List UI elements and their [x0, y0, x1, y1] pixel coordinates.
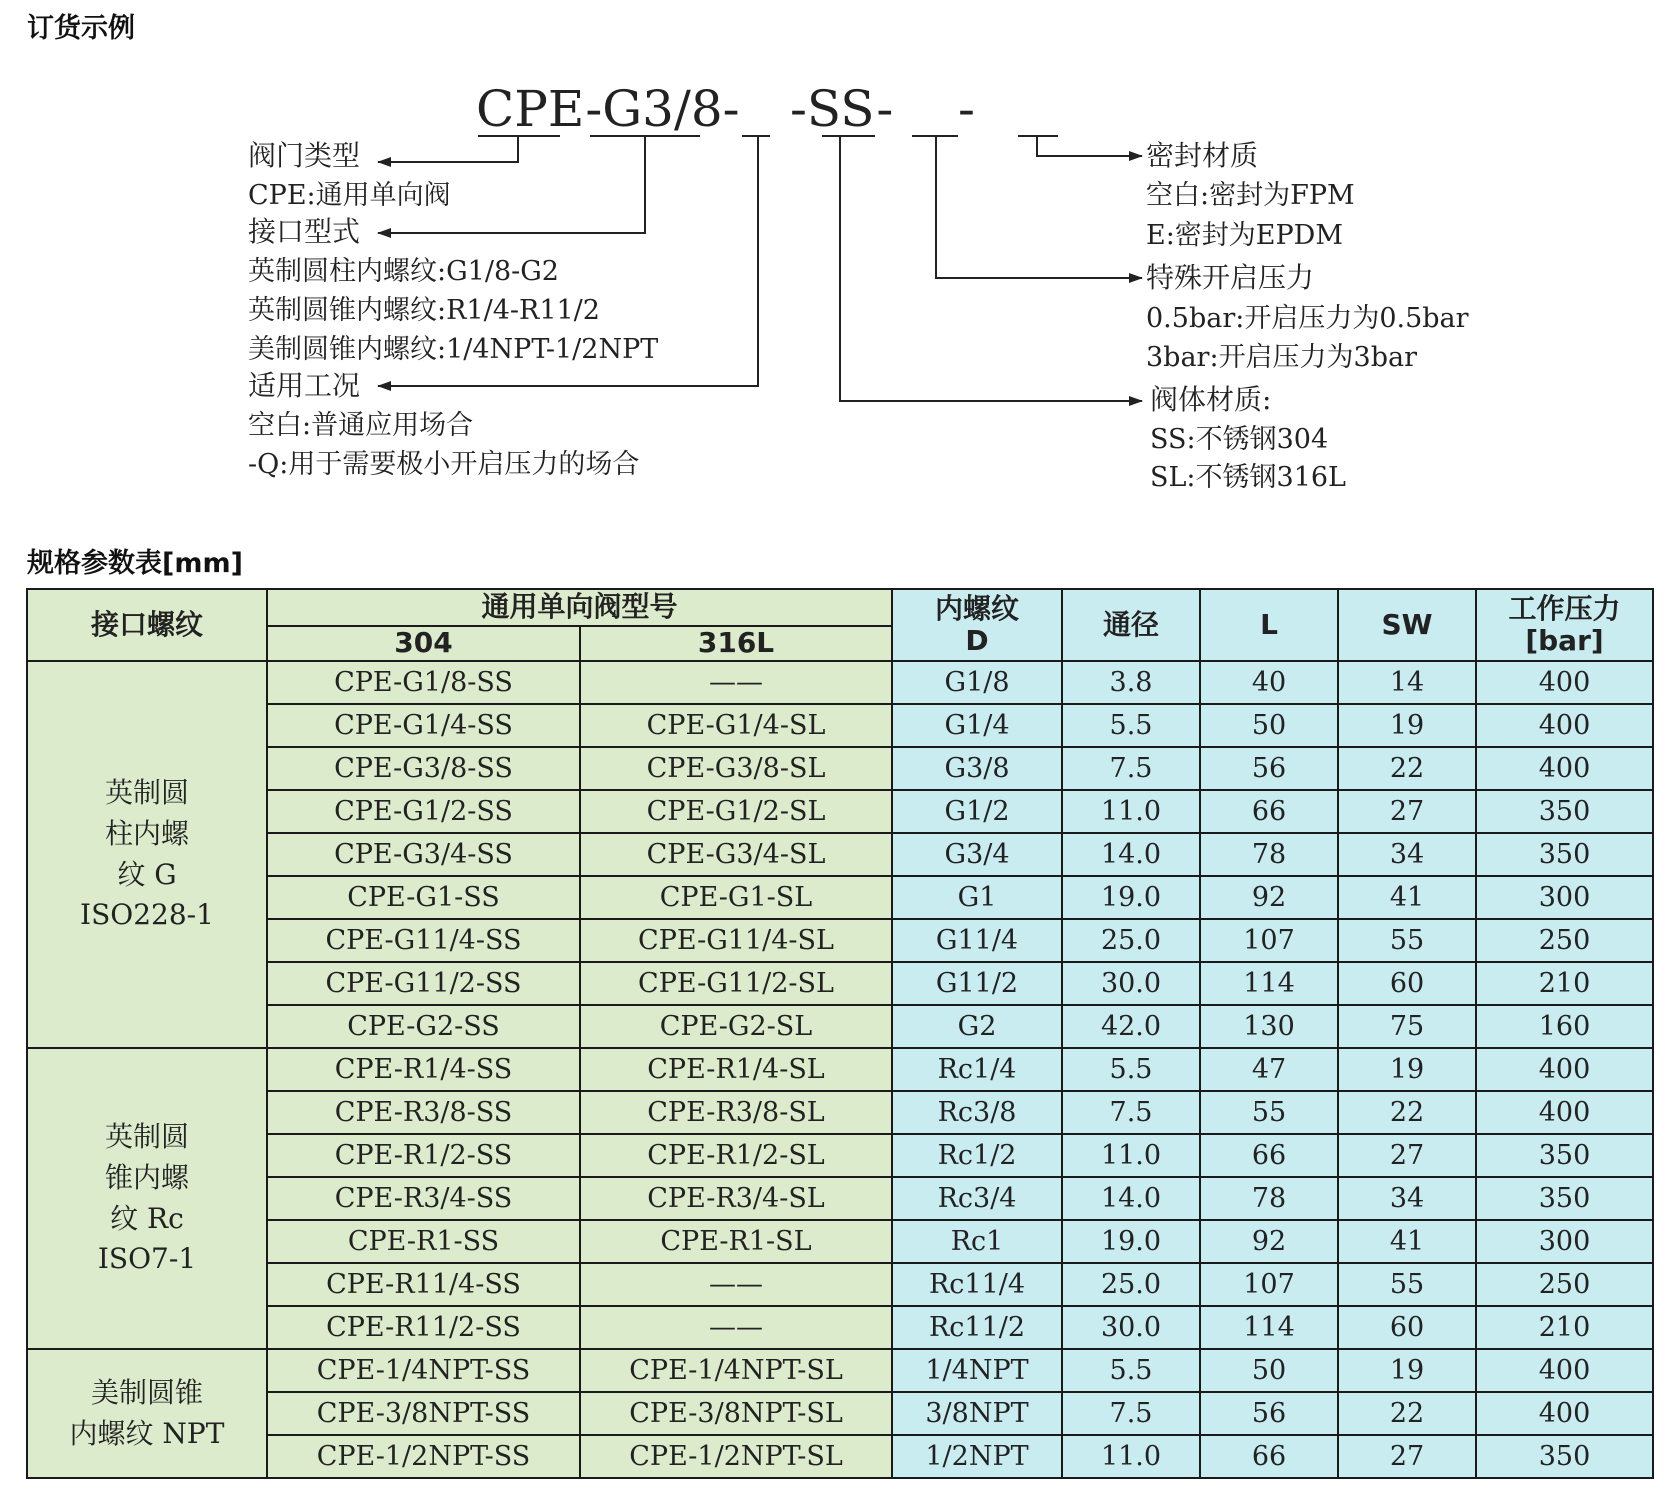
- condition-blank: 空白:普通应用场合: [248, 410, 474, 441]
- cell-length: 78: [1200, 833, 1338, 876]
- cell-length: 56: [1200, 747, 1338, 790]
- cell-model-304: CPE-R1/4-SS: [267, 1048, 580, 1091]
- group-label-line: 柱内螺: [104, 816, 189, 850]
- cell-sw: 75: [1338, 1005, 1476, 1048]
- port-type-r: 英制圆锥内螺纹:R1/4-R11/2: [248, 295, 600, 326]
- cell-pressure: 400: [1476, 747, 1653, 790]
- table-row: [27, 1349, 1653, 1392]
- order-code-part-3: -: [958, 80, 975, 138]
- ordering-code-diagram: [0, 70, 1664, 510]
- cell-model-304: CPE-R3/8-SS: [267, 1091, 580, 1134]
- cell-pressure: 250: [1476, 919, 1653, 962]
- cell-model-304: CPE-G2-SS: [267, 1005, 580, 1048]
- cell-length: 55: [1200, 1091, 1338, 1134]
- cell-inner-thread: G1/2: [892, 790, 1062, 833]
- header-length: L: [1200, 589, 1338, 661]
- cell-pressure: 400: [1476, 661, 1653, 704]
- cell-pressure: 350: [1476, 1177, 1653, 1220]
- cell-model-304: CPE-R11/2-SS: [267, 1306, 580, 1349]
- cell-bore: 5.5: [1062, 704, 1200, 747]
- table-row: [27, 1263, 1653, 1306]
- cell-length: 107: [1200, 1263, 1338, 1306]
- seal-blank: 空白:密封为FPM: [1146, 180, 1355, 211]
- cell-model-316l: CPE-R3/8-SL: [580, 1091, 892, 1134]
- port-type-npt: 美制圆锥内螺纹:1/4NPT-1/2NPT: [248, 334, 659, 365]
- cell-length: 50: [1200, 704, 1338, 747]
- table-row: [27, 876, 1653, 919]
- cell-length: 92: [1200, 876, 1338, 919]
- cell-bore: 5.5: [1062, 1349, 1200, 1392]
- cell-bore: 25.0: [1062, 919, 1200, 962]
- group-label-line: 美制圆锥: [90, 1375, 203, 1409]
- cell-sw: 22: [1338, 747, 1476, 790]
- cell-length: 92: [1200, 1220, 1338, 1263]
- cell-model-304: CPE-G1/2-SS: [267, 790, 580, 833]
- cell-sw: 19: [1338, 1349, 1476, 1392]
- header-pressure-line1: 工作压力: [1508, 591, 1621, 625]
- cell-sw: 14: [1338, 661, 1476, 704]
- cell-inner-thread: G3/4: [892, 833, 1062, 876]
- cell-model-304: CPE-G1/4-SS: [267, 704, 580, 747]
- group-label-line: 锥内螺: [104, 1160, 189, 1194]
- seal-heading: 密封材质: [1146, 139, 1259, 172]
- cell-model-304: CPE-G11/4-SS: [267, 919, 580, 962]
- cell-bore: 30.0: [1062, 962, 1200, 1005]
- cell-length: 47: [1200, 1048, 1338, 1091]
- cell-sw: 41: [1338, 876, 1476, 919]
- cell-model-316l: CPE-R1/2-SL: [580, 1134, 892, 1177]
- table-row: [27, 1306, 1653, 1349]
- cell-bore: 7.5: [1062, 747, 1200, 790]
- cell-model-316l: CPE-G11/2-SL: [580, 962, 892, 1005]
- cell-length: 130: [1200, 1005, 1338, 1048]
- cell-bore: 11.0: [1062, 1134, 1200, 1177]
- cell-model-316l: CPE-G3/8-SL: [580, 747, 892, 790]
- cell-inner-thread: G2: [892, 1005, 1062, 1048]
- cell-sw: 27: [1338, 1435, 1476, 1478]
- cell-pressure: 400: [1476, 704, 1653, 747]
- cell-inner-thread: Rc3/8: [892, 1091, 1062, 1134]
- cell-model-304: CPE-R1/2-SS: [267, 1134, 580, 1177]
- cell-inner-thread: G3/8: [892, 747, 1062, 790]
- header-pressure-line2: [bar]: [1525, 624, 1604, 657]
- header-model-304: 304: [267, 626, 580, 661]
- port-type-heading: 接口型式: [248, 215, 361, 248]
- cell-bore: 14.0: [1062, 1177, 1200, 1220]
- table-row: [27, 661, 1653, 704]
- cell-sw: 60: [1338, 962, 1476, 1005]
- header-model-group: 通用单向阀型号: [267, 589, 892, 626]
- cell-model-316l: CPE-R1-SL: [580, 1220, 892, 1263]
- table-row: [27, 1177, 1653, 1220]
- cell-model-316l: CPE-3/8NPT-SL: [580, 1392, 892, 1435]
- cell-inner-thread: G1/4: [892, 704, 1062, 747]
- cell-pressure: 350: [1476, 1134, 1653, 1177]
- table-row: [27, 919, 1653, 962]
- header-inner-thread-line2: D: [965, 624, 989, 657]
- cell-length: 50: [1200, 1349, 1338, 1392]
- order-code-part-2: -SS-: [790, 80, 894, 138]
- cell-inner-thread: Rc11/2: [892, 1306, 1062, 1349]
- cell-pressure: 400: [1476, 1048, 1653, 1091]
- group-label-line: 纹 Rc: [110, 1201, 184, 1235]
- cell-pressure: 350: [1476, 833, 1653, 876]
- cell-inner-thread: 1/4NPT: [892, 1349, 1062, 1392]
- table-row: [27, 790, 1653, 833]
- cell-inner-thread: Rc3/4: [892, 1177, 1062, 1220]
- cell-model-316l: CPE-1/4NPT-SL: [580, 1349, 892, 1392]
- cell-sw: 27: [1338, 1134, 1476, 1177]
- cell-length: 56: [1200, 1392, 1338, 1435]
- cell-bore: 7.5: [1062, 1091, 1200, 1134]
- cell-sw: 22: [1338, 1091, 1476, 1134]
- order-example-title: 订货示例: [27, 13, 135, 44]
- cell-pressure: 210: [1476, 962, 1653, 1005]
- cell-inner-thread: 1/2NPT: [892, 1435, 1062, 1478]
- cell-pressure: 400: [1476, 1091, 1653, 1134]
- cell-sw: 19: [1338, 704, 1476, 747]
- header-inner-thread: [892, 589, 1062, 661]
- table-row: [27, 833, 1653, 876]
- cell-model-316l: ——: [580, 1306, 892, 1349]
- group-label-cell: [27, 661, 267, 1048]
- cell-length: 114: [1200, 1306, 1338, 1349]
- cell-sw: 60: [1338, 1306, 1476, 1349]
- cell-pressure: 300: [1476, 876, 1653, 919]
- cell-inner-thread: G11/2: [892, 962, 1062, 1005]
- cell-inner-thread: Rc1/2: [892, 1134, 1062, 1177]
- cell-model-304: CPE-G1/8-SS: [267, 661, 580, 704]
- cell-sw: 55: [1338, 919, 1476, 962]
- cell-bore: 5.5: [1062, 1048, 1200, 1091]
- header-pressure: [1476, 589, 1653, 661]
- cell-model-304: CPE-R1-SS: [267, 1220, 580, 1263]
- cell-length: 114: [1200, 962, 1338, 1005]
- cell-inner-thread: G1: [892, 876, 1062, 919]
- cell-model-304: CPE-G1-SS: [267, 876, 580, 919]
- order-code-part-1: CPE-G3/8-: [476, 80, 740, 138]
- table-row: [27, 1005, 1653, 1048]
- header-model-316l: 316L: [580, 626, 892, 661]
- body-sl: SL:不锈钢316L: [1150, 462, 1346, 493]
- table-row: [27, 1134, 1653, 1177]
- spec-table-body: [27, 661, 1653, 1478]
- pressure-3: 3bar:开启压力为3bar: [1146, 342, 1418, 373]
- table-row: [27, 962, 1653, 1005]
- cell-sw: 55: [1338, 1263, 1476, 1306]
- cell-model-304: CPE-G11/2-SS: [267, 962, 580, 1005]
- header-inner-thread-line1: 内螺纹: [935, 591, 1020, 625]
- cell-length: 66: [1200, 1134, 1338, 1177]
- cell-inner-thread: Rc11/4: [892, 1263, 1062, 1306]
- cell-model-316l: ——: [580, 1263, 892, 1306]
- group-label-cell: [27, 1349, 267, 1478]
- cell-model-304: CPE-1/2NPT-SS: [267, 1435, 580, 1478]
- cell-length: 78: [1200, 1177, 1338, 1220]
- cell-inner-thread: 3/8NPT: [892, 1392, 1062, 1435]
- cell-bore: 11.0: [1062, 1435, 1200, 1478]
- cell-pressure: 300: [1476, 1220, 1653, 1263]
- header-bore: 通径: [1062, 589, 1200, 661]
- condition-heading: 适用工况: [248, 369, 361, 402]
- cell-inner-thread: Rc1/4: [892, 1048, 1062, 1091]
- cell-bore: 30.0: [1062, 1306, 1200, 1349]
- cell-sw: 22: [1338, 1392, 1476, 1435]
- cell-model-304: CPE-G3/4-SS: [267, 833, 580, 876]
- cell-inner-thread: Rc1: [892, 1220, 1062, 1263]
- table-row: [27, 1392, 1653, 1435]
- cell-model-304: CPE-G3/8-SS: [267, 747, 580, 790]
- cell-model-316l: ——: [580, 661, 892, 704]
- cell-model-316l: CPE-R1/4-SL: [580, 1048, 892, 1091]
- cell-model-316l: CPE-G1-SL: [580, 876, 892, 919]
- cell-length: 107: [1200, 919, 1338, 962]
- cell-pressure: 350: [1476, 790, 1653, 833]
- spec-table-title: 规格参数表[mm]: [27, 548, 243, 579]
- cell-model-304: CPE-1/4NPT-SS: [267, 1349, 580, 1392]
- group-label-line: ISO7-1: [97, 1242, 197, 1276]
- cell-length: 40: [1200, 661, 1338, 704]
- cell-sw: 19: [1338, 1048, 1476, 1091]
- group-label-line: 内螺纹 NPT: [69, 1416, 225, 1450]
- table-row: [27, 1091, 1653, 1134]
- cell-sw: 27: [1338, 790, 1476, 833]
- cell-model-316l: CPE-1/2NPT-SL: [580, 1435, 892, 1478]
- cell-bore: 42.0: [1062, 1005, 1200, 1048]
- cell-inner-thread: G1/8: [892, 661, 1062, 704]
- cell-bore: 3.8: [1062, 661, 1200, 704]
- cell-pressure: 250: [1476, 1263, 1653, 1306]
- cell-model-304: CPE-3/8NPT-SS: [267, 1392, 580, 1435]
- cell-bore: 25.0: [1062, 1263, 1200, 1306]
- cell-model-316l: CPE-G1/2-SL: [580, 790, 892, 833]
- cell-pressure: 400: [1476, 1392, 1653, 1435]
- cell-sw: 34: [1338, 1177, 1476, 1220]
- cell-bore: 14.0: [1062, 833, 1200, 876]
- cell-model-316l: CPE-G11/4-SL: [580, 919, 892, 962]
- valve-type-heading: 阀门类型: [248, 139, 361, 172]
- cell-bore: 7.5: [1062, 1392, 1200, 1435]
- pressure-05: 0.5bar:开启压力为0.5bar: [1146, 303, 1469, 334]
- group-label-line: 纹 G: [117, 857, 177, 891]
- cell-bore: 19.0: [1062, 1220, 1200, 1263]
- cell-bore: 11.0: [1062, 790, 1200, 833]
- cell-pressure: 210: [1476, 1306, 1653, 1349]
- seal-e: E:密封为EPDM: [1146, 220, 1343, 251]
- cell-length: 66: [1200, 790, 1338, 833]
- table-row: [27, 1220, 1653, 1263]
- cell-model-316l: CPE-G1/4-SL: [580, 704, 892, 747]
- table-row: [27, 1435, 1653, 1478]
- body-heading: 阀体材质:: [1150, 383, 1272, 416]
- cell-sw: 41: [1338, 1220, 1476, 1263]
- cell-pressure: 350: [1476, 1435, 1653, 1478]
- condition-q: -Q:用于需要极小开启压力的场合: [248, 449, 640, 480]
- group-label-line: 英制圆: [104, 1120, 189, 1154]
- cell-model-304: CPE-R11/4-SS: [267, 1263, 580, 1306]
- cell-model-304: CPE-R3/4-SS: [267, 1177, 580, 1220]
- cell-model-316l: CPE-G3/4-SL: [580, 833, 892, 876]
- header-port-thread: 接口螺纹: [27, 589, 267, 661]
- cell-model-316l: CPE-R3/4-SL: [580, 1177, 892, 1220]
- cell-model-316l: CPE-G2-SL: [580, 1005, 892, 1048]
- port-type-g: 英制圆柱内螺纹:G1/8-G2: [248, 256, 559, 287]
- table-row: [27, 1048, 1653, 1091]
- cell-bore: 19.0: [1062, 876, 1200, 919]
- spec-table: [26, 588, 1654, 1479]
- group-label-line: ISO228-1: [80, 898, 214, 932]
- cell-pressure: 400: [1476, 1349, 1653, 1392]
- pressure-heading: 特殊开启压力: [1146, 261, 1315, 294]
- header-sw: SW: [1338, 589, 1476, 661]
- valve-type-cpe: CPE:通用单向阀: [248, 180, 451, 211]
- cell-length: 66: [1200, 1435, 1338, 1478]
- group-label-line: 英制圆: [104, 776, 189, 810]
- table-row: [27, 704, 1653, 747]
- cell-pressure: 160: [1476, 1005, 1653, 1048]
- cell-inner-thread: G11/4: [892, 919, 1062, 962]
- cell-sw: 34: [1338, 833, 1476, 876]
- body-ss: SS:不锈钢304: [1150, 424, 1329, 455]
- group-label-cell: [27, 1048, 267, 1349]
- table-row: [27, 747, 1653, 790]
